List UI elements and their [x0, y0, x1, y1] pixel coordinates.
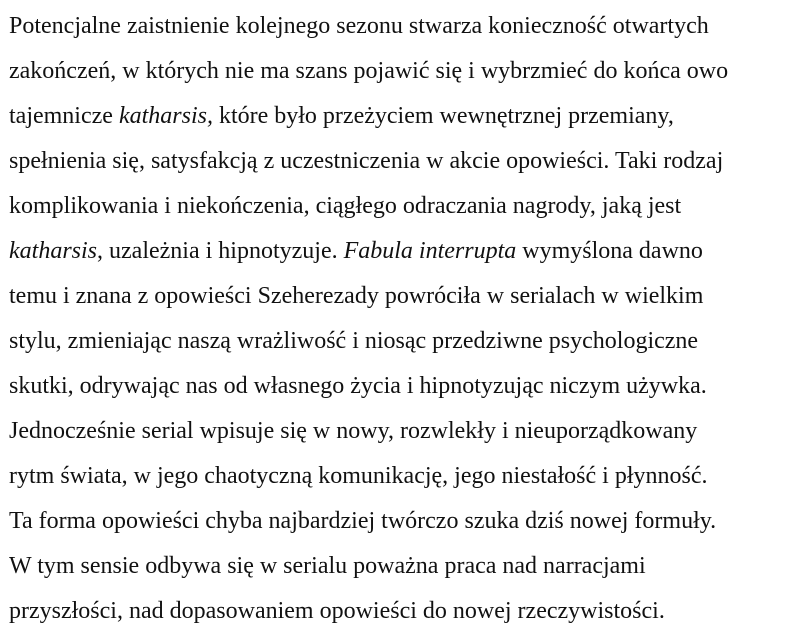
text-line — [9, 145, 794, 190]
text-segment: spełnienia się, satysfakcją z uczestniczenia w akcie opowieści. Taki rodzaj — [9, 148, 724, 174]
text-segment: stylu, zmieniając naszą wrażliwość i niosąc przedziwne psychologiczne — [9, 328, 699, 354]
text-line — [9, 595, 794, 640]
text-line — [9, 370, 794, 415]
text-segment: temu i znana z opowieści Szeherezady powróciła w serialach w wielkim — [9, 283, 704, 309]
text-segment: Potencjalne zaistnienie kolejnego sezonu stwarza konieczność otwartych — [9, 13, 709, 39]
text-segment: Jednocześnie serial wpisuje się w nowy, rozwlekły i nieuporządkowany — [9, 418, 698, 444]
text-line — [9, 550, 794, 595]
text-line — [9, 10, 794, 55]
text-line — [9, 325, 794, 370]
text-segment: skutki, odrywając nas od własnego życia i hipnotyzując niczym używka. — [9, 373, 707, 399]
text-segment: tajemnicze — [9, 103, 119, 129]
text-line — [9, 100, 794, 145]
text-line — [9, 280, 794, 325]
text-segment: rytm świata, w jego chaotyczną komunikację, jego niestałość i płynność. — [9, 463, 708, 489]
text-segment: komplikowania i niekończenia, ciągłego odraczania nagrody, jaką jest — [9, 193, 682, 219]
italic-term: Fabula interrupta — [343, 238, 517, 264]
italic-term: katharsis, — [118, 103, 213, 129]
text-line — [9, 505, 794, 550]
text-line — [9, 460, 794, 505]
text-segment: , uzależnia i hipnotyzuje. — [97, 238, 344, 264]
text-segment: przyszłości, nad dopasowaniem opowieści do nowej rzeczywistości. — [9, 598, 665, 624]
text-line — [9, 235, 794, 280]
italic-term: katharsis — [9, 238, 98, 264]
text-segment: Ta forma opowieści chyba najbardziej twórczo szuka dziś nowej formuły. — [9, 508, 717, 534]
paragraph — [9, 10, 794, 640]
text-line — [9, 55, 794, 100]
text-segment: które było przeżyciem wewnętrznej przemiany, — [212, 103, 674, 129]
text-segment: zakończeń, w których nie ma szans pojawić się i wybrzmieć do końca owo — [9, 58, 729, 84]
text-line — [9, 415, 794, 460]
text-segment: wymyślona dawno — [516, 238, 703, 264]
text-segment: W tym sensie odbywa się w serialu poważna praca nad narracjami — [9, 553, 646, 579]
text-line — [9, 190, 794, 235]
